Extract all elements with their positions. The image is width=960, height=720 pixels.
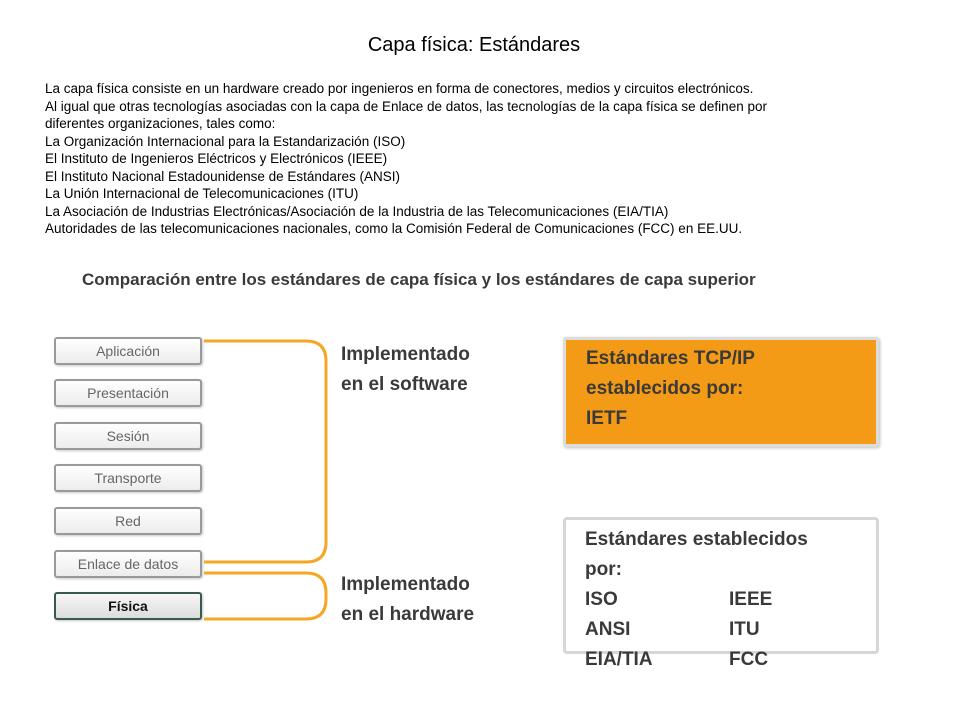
standards-heading-line: por: <box>585 559 622 580</box>
org-ansi: ANSI <box>585 619 631 640</box>
software-label <box>341 340 470 400</box>
hardware-label-line: Implementado <box>341 574 470 595</box>
intro-line: diferentes organizaciones, tales como: <box>45 116 276 131</box>
intro-line: El Instituto Nacional Estadounidense de Estándares (ANSI) <box>45 168 400 184</box>
tcp-line: establecidos por: <box>586 378 744 399</box>
software-label-line: Implementado <box>341 344 470 365</box>
intro-line: El Instituto de Ingenieros Eléctricos y Electrónicos (IEEE) <box>45 151 388 166</box>
org-eia-tia: EIA/TIA <box>585 649 653 670</box>
org-ieee: IEEE <box>729 589 773 610</box>
org-right-list <box>729 585 772 675</box>
layer-presentacion: Presentación <box>54 379 202 407</box>
tcp-line: IETF <box>586 408 628 429</box>
layer-red: Red <box>54 507 202 535</box>
layer-fisica: Física <box>54 592 202 620</box>
intro-line: Autoridades de las telecomunicaciones nacionales, como la Comisión Federal de Comunicaciones (FCC) en EE.UU. <box>45 221 743 236</box>
intro-line: Al igual que otras tecnologías asociadas con la capa de Enlace de datos, las tecnologías de la capa física se definen por <box>45 98 767 114</box>
intro-line: La Asociación de Industrias Electrónicas/Asociación de la Industria de las Telecomunicaciones (EIA/TIA) <box>45 203 669 219</box>
standards-heading <box>585 525 808 585</box>
org-iso: ISO <box>585 589 618 610</box>
intro-line: La Unión Internacional de Telecomunicaciones (ITU) <box>45 186 359 201</box>
tcp-ip-text <box>586 344 755 434</box>
layer-enlace-de-datos: Enlace de datos <box>54 550 202 578</box>
layer-sesion: Sesión <box>54 422 202 450</box>
tcp-ip-standards-box <box>563 337 879 447</box>
org-fcc: FCC <box>729 649 769 670</box>
layer-transporte: Transporte <box>54 464 202 492</box>
intro-line: La capa física consiste en un hardware creado por ingenieros en forma de conectores, medios y circuitos electrónicos. <box>45 81 754 96</box>
hardware-bracket <box>204 573 326 619</box>
hardware-label-line: en el hardware <box>341 604 475 625</box>
intro-line: La Organización Internacional para la Estandarización (ISO) <box>45 133 406 149</box>
page-title: Capa física: Estándares <box>367 34 581 56</box>
physical-standards-box <box>563 517 879 670</box>
tcp-line: Estándares TCP/IP <box>586 348 755 369</box>
org-left-list <box>585 585 653 675</box>
software-label-line: en el software <box>341 374 468 395</box>
layer-aplicacion: Aplicación <box>54 337 202 365</box>
standards-heading-line: Estándares establecidos <box>585 529 808 550</box>
software-bracket <box>204 341 326 562</box>
org-itu: ITU <box>729 619 760 640</box>
hardware-label <box>341 570 474 630</box>
diagram-title: Comparación entre los estándares de capa física y los estándares de capa superior <box>82 270 756 289</box>
